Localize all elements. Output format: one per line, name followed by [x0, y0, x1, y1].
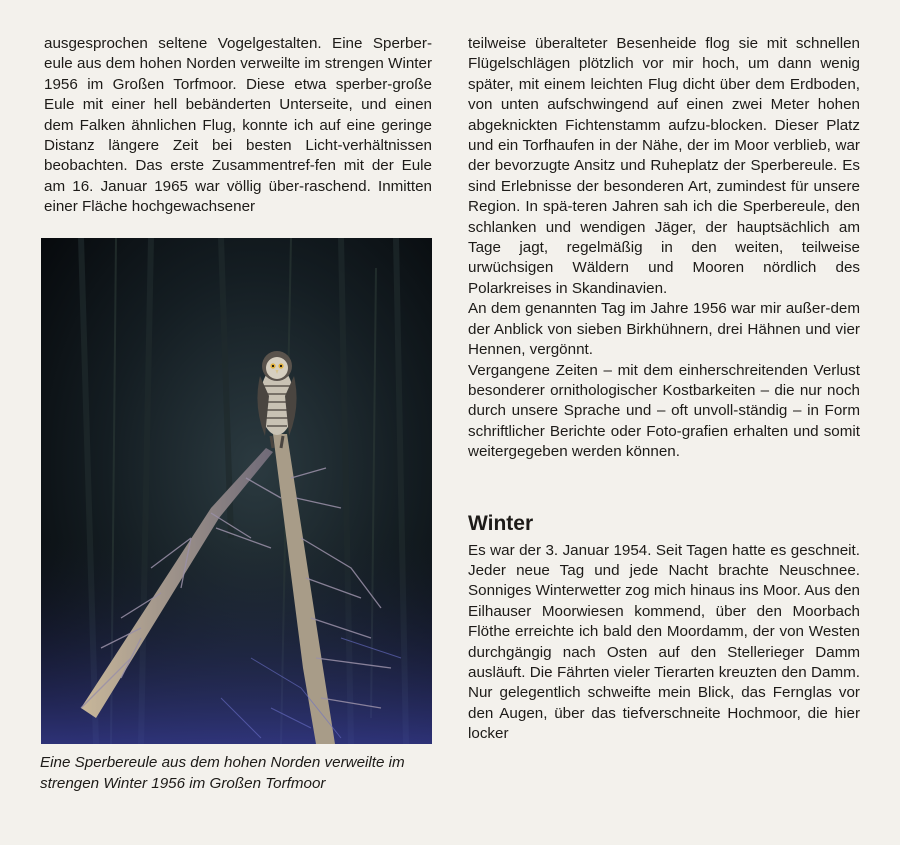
photo-caption: [40, 752, 440, 794]
right-column: [468, 34, 860, 745]
right-paragraph-2: An dem genannten Tag im Jahre 1956 war mir außer-dem der Anblick von sieben Birkhühnern, drei Hähnen und vier Hennen, vergönnt.: [468, 300, 860, 359]
left-paragraph-1: ausgesprochen seltene Vogelgestalten. Eine Sperber-eule aus dem hohen Norden verweilte im strengen Winter 1956 im Großen Torfmoor. Diese etwa sperber-große Eule mit einer hell bebänderten Unterseite, und einen dem Falken ähnlichen Flug, konnte ich auf eine geringe Distanz längere Zeit bei besten Licht-verhältnissen beobachten. Das erste Zusammentref-fen mit der Eule am 16. Januar 1965 war völlig über-raschend. Inmitten einer Fläche hochgewachsener: [44, 35, 432, 216]
right-paragraph-1: teilweise überalteter Besenheide flog sie mit schnellen Flügelschlägen plötzlich vor mir hoch, um dann wenig später, mit einem leichten Flug dicht über dem Erdboden, von unten aufschwingend auf einen zwei Meter hohen abgeknickten Fichtenstamm aufzu-blocken. Dieser Platz und ein Torfhaufen in der Nähe, der im Moor verblieb, war der bevorzugte Ansitz und Ruheplatz der Sperbereule. Es sind Erlebnisse der besonderen Art, zumindest für unsere Region. In spä-teren Jahren sah ich die Sperbereule, den schlanken und wendigen Jäger, der hauptsächlich am Tage jagt, regelmäßig in den weiten, teilweise urwüchsigen Wäldern und Mooren nördlich des Polarkreises in Skandinavien.: [468, 35, 860, 297]
right-paragraph-3: Vergangene Zeiten – mit dem einherschreitenden Verlust besonderer ornithologischer Kostbarkeiten – die nur noch durch unsere Sprache und – oft unvoll-ständig – in Form schriftlicher Berichte oder Foto-grafien erhalten und somit weitergegeben werden können.: [468, 361, 860, 461]
owl-photo-illustration: [41, 238, 432, 744]
caption-line-1: Eine Sperbereule aus dem hohen Norden verweilte im: [40, 754, 405, 771]
section-heading-winter: Winter: [468, 511, 534, 535]
owl-photo: [41, 238, 432, 744]
right-paragraph-4: Es war der 3. Januar 1954. Seit Tagen hatte es geschneit. Jeder neue Tag und jede Nacht brachte Neuschnee. Sonniges Winterwetter zog mich hinaus ins Moor. Aus den Eilhauser Moorwiesen kommend, über den Moorbach Flöthe erreichte ich bald den Moordamm, der von Westen durchgängig nach Osten auf den Stellerieger Damm ausläuft. Die Fährten vieler Tierarten kreuzten den Damm. Nur gelegentlich schweifte mein Blick, das Fernglas vor den Augen, über das tiefverschneite Hochmoor, die hier locker: [468, 541, 860, 743]
caption-line-2: strengen Winter 1956 im Großen Torfmoor: [40, 775, 326, 792]
left-column: [44, 34, 432, 218]
